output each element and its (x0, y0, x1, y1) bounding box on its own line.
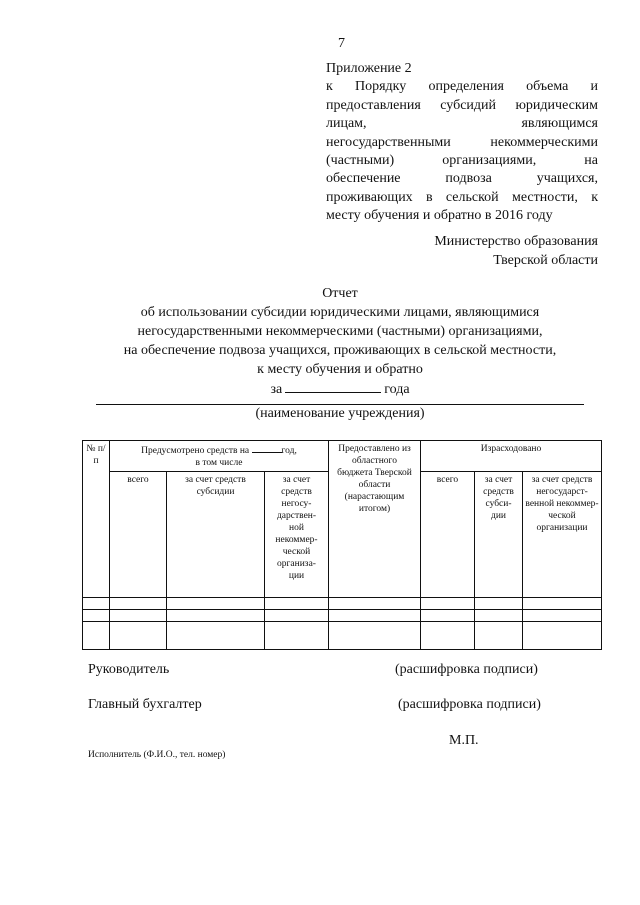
table-cell[interactable] (265, 610, 329, 622)
provided-year-blank[interactable] (252, 443, 282, 453)
appendix-line: лицам, являющимся (326, 116, 598, 132)
col-header-number: № п/п (83, 441, 110, 598)
executor-label: Исполнитель (Ф.И.О., тел. номер) (88, 750, 226, 760)
col-header-spent: Израсходовано (421, 441, 602, 472)
appendix-line: месту обучения и обратно в 2016 году (326, 208, 553, 224)
appendix-line: проживающих в сельской местности, к (326, 189, 598, 205)
col-header-allocated: Предоставлено из областного бюджета Тверской области (нарастающим итогом) (329, 441, 421, 598)
subheader-total: всего (110, 472, 167, 598)
table-row (83, 610, 602, 622)
accountant-label: Главный бухгалтер (88, 697, 202, 712)
col-header-provided (110, 441, 329, 472)
table-cell[interactable] (265, 598, 329, 610)
addressee (434, 232, 598, 270)
page-number: 7 (338, 36, 345, 51)
institution-blank-line[interactable] (96, 404, 584, 405)
subheader-spent-total: всего (421, 472, 475, 598)
table-cell[interactable] (329, 622, 421, 650)
ministry-name: Министерство образования (434, 234, 598, 249)
table-cell[interactable] (421, 610, 475, 622)
appendix-line: к Порядку определения объема и (326, 79, 598, 95)
appendix-line: Приложение 2 (326, 61, 412, 76)
table-cell[interactable] (475, 598, 523, 610)
appendix-line: обеспечение подвоза учащихся, (326, 171, 598, 187)
table-cell[interactable] (83, 610, 110, 622)
table-cell[interactable] (523, 610, 602, 622)
report-subtitle-line: негосударственными некоммерческими (частными) организациями, (137, 324, 543, 339)
table-cell[interactable] (110, 598, 167, 610)
head-label: Руководитель (88, 662, 170, 677)
provided-suffix: год, (281, 446, 297, 456)
year-blank-field[interactable] (285, 379, 381, 393)
table-cell[interactable] (110, 622, 167, 650)
report-subtitle-line: к месту обучения и обратно (257, 362, 423, 377)
table-cell[interactable] (523, 598, 602, 610)
report-year-line (60, 379, 620, 399)
report-table (82, 440, 602, 650)
table-row (83, 622, 602, 650)
report-subtitle-line: на обеспечение подвоза учащихся, проживающих в сельской местности, (123, 343, 557, 358)
provided-sub: в том числе (195, 458, 243, 468)
table-cell[interactable] (83, 598, 110, 610)
table-cell[interactable] (329, 610, 421, 622)
institution-label: (наименование учреждения) (255, 406, 425, 421)
table-cell[interactable] (110, 610, 167, 622)
table-cell[interactable] (167, 598, 265, 610)
accountant-signature-decode: (расшифровка подписи) (398, 697, 541, 712)
table-row (83, 598, 602, 610)
appendix-line: негосударственными некоммерческими (326, 134, 598, 150)
appendix-line: (частными) организациями, на (326, 153, 598, 169)
table-cell[interactable] (167, 610, 265, 622)
year-suffix: года (384, 382, 410, 397)
subheader-subsidy: за счет средств субсидии (167, 472, 265, 598)
report-subtitle-line: об использовании субсидии юридическими лицами, являющимися (140, 305, 540, 320)
report-heading (60, 284, 620, 399)
report-title: Отчет (322, 286, 358, 301)
subheader-spent-subsidy: за счет средств субси-дии (475, 472, 523, 598)
table-cell[interactable] (265, 622, 329, 650)
year-prefix: за (270, 382, 283, 397)
stamp-place: М.П. (449, 733, 479, 748)
subheader-ngo-funds: за счет средств негосу-дарствен-ной некоммер-ческой организа-ции (265, 472, 329, 598)
ministry-region: Тверской области (493, 253, 598, 268)
table-cell[interactable] (475, 622, 523, 650)
table-cell[interactable] (523, 622, 602, 650)
table-cell[interactable] (475, 610, 523, 622)
table-cell[interactable] (83, 622, 110, 650)
subheader-spent-ngo: за счет средств негосударст-венной некоммер-ческой организации (523, 472, 602, 598)
appendix-header (326, 60, 598, 226)
table-cell[interactable] (421, 622, 475, 650)
table-cell[interactable] (329, 598, 421, 610)
table-cell[interactable] (167, 622, 265, 650)
table-cell[interactable] (421, 598, 475, 610)
head-signature-decode: (расшифровка подписи) (395, 662, 538, 677)
appendix-line: предоставления субсидий юридическим (326, 97, 598, 113)
provided-prefix: Предусмотрено средств на (141, 446, 250, 456)
